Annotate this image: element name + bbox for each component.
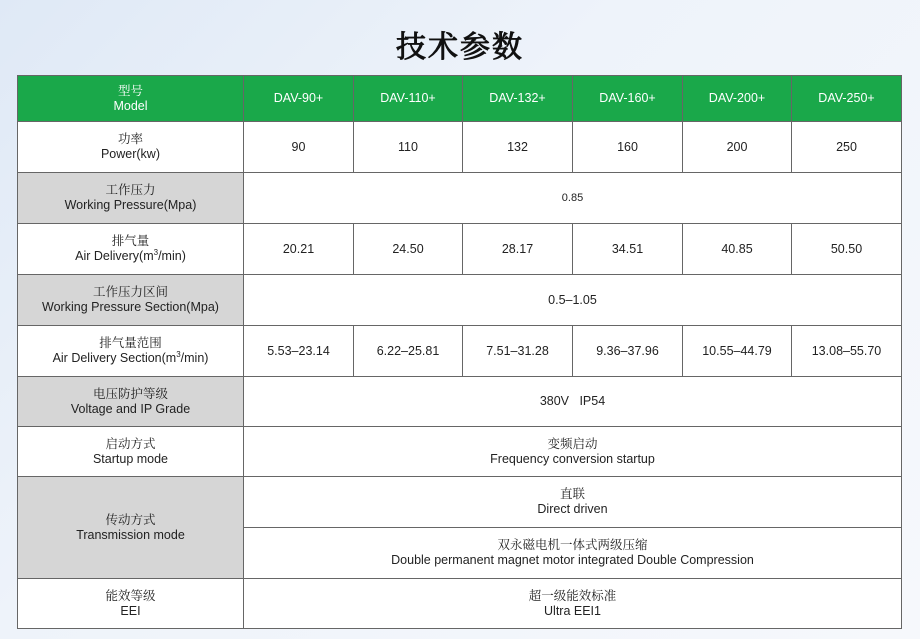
- table-cell-merged: 双永磁电机一体式两级压缩 Double permanent magnet motor integrated Double Compression: [244, 528, 902, 579]
- table-row-eei: [18, 579, 902, 629]
- table-cell: 13.08–55.70: [792, 326, 902, 377]
- model-header: DAV-132+: [463, 76, 573, 122]
- table-cell: 160: [573, 122, 683, 173]
- table-cell: 20.21: [244, 224, 354, 275]
- model-header: DAV-160+: [573, 76, 683, 122]
- page-title: 技术参数: [396, 30, 524, 65]
- table-cell: 7.51–31.28: [463, 326, 573, 377]
- table-cell-merged: 直联 Direct driven: [244, 477, 902, 528]
- row-label: 电压防护等级 Voltage and IP Grade: [18, 377, 244, 427]
- table-cell: 250: [792, 122, 902, 173]
- row-label: 启动方式 Startup mode: [18, 427, 244, 477]
- table-row-power: [18, 122, 902, 173]
- table-cell-merged: 超一级能效标准 Ultra EEI1: [244, 579, 902, 629]
- table-cell: 24.50: [354, 224, 463, 275]
- table-row-air-delivery-section: [18, 326, 902, 377]
- model-header: DAV-250+: [792, 76, 902, 122]
- header-model-label: [18, 76, 244, 122]
- table-cell: 110: [354, 122, 463, 173]
- table-row-pressure: [18, 173, 902, 224]
- table-cell-merged: 0.5–1.05: [244, 275, 902, 326]
- row-label: 工作压力 Working Pressure(Mpa): [18, 173, 244, 224]
- table-cell: 90: [244, 122, 354, 173]
- table-cell: 9.36–37.96: [573, 326, 683, 377]
- table-cell: 50.50: [792, 224, 902, 275]
- model-header: DAV-200+: [683, 76, 792, 122]
- table-cell: 5.53–23.14: [244, 326, 354, 377]
- label-en: Model: [113, 98, 148, 113]
- row-label: 工作压力区间 Working Pressure Section(Mpa): [18, 275, 244, 326]
- table-cell: 40.85: [683, 224, 792, 275]
- table-cell: 6.22–25.81: [354, 326, 463, 377]
- label-cn: 型号: [117, 83, 143, 98]
- row-label: 能效等级 EEI: [18, 579, 244, 629]
- table-row-startup: [18, 427, 902, 477]
- table-cell: 132: [463, 122, 573, 173]
- row-label: 排气量范围 Air Delivery $Section(m^3/\min)$: [18, 326, 244, 377]
- spec-table: [17, 75, 902, 629]
- table-cell: 34.51: [573, 224, 683, 275]
- table-row-transmission: [18, 477, 902, 528]
- table-cell-merged: 380V IP54: [244, 377, 902, 427]
- table-row-voltage: [18, 377, 902, 427]
- table-header-row: [18, 76, 902, 122]
- model-header: DAV-90+: [244, 76, 354, 122]
- row-label: 排气量 Air $Delivery(m^3/\min)$: [18, 224, 244, 275]
- model-header: DAV-110+: [354, 76, 463, 122]
- table-row-pressure-section: [18, 275, 902, 326]
- table-cell-merged: 0.85: [244, 173, 902, 224]
- row-label: 传动方式 Transmission mode: [18, 477, 244, 579]
- table-cell: 200: [683, 122, 792, 173]
- table-cell: 10.55–44.79: [683, 326, 792, 377]
- table-row-air-delivery: [18, 224, 902, 275]
- table-cell: 28.17: [463, 224, 573, 275]
- table-cell-merged: 变频启动 Frequency conversion startup: [244, 427, 902, 477]
- row-label: 功率 Power(kw): [18, 122, 244, 173]
